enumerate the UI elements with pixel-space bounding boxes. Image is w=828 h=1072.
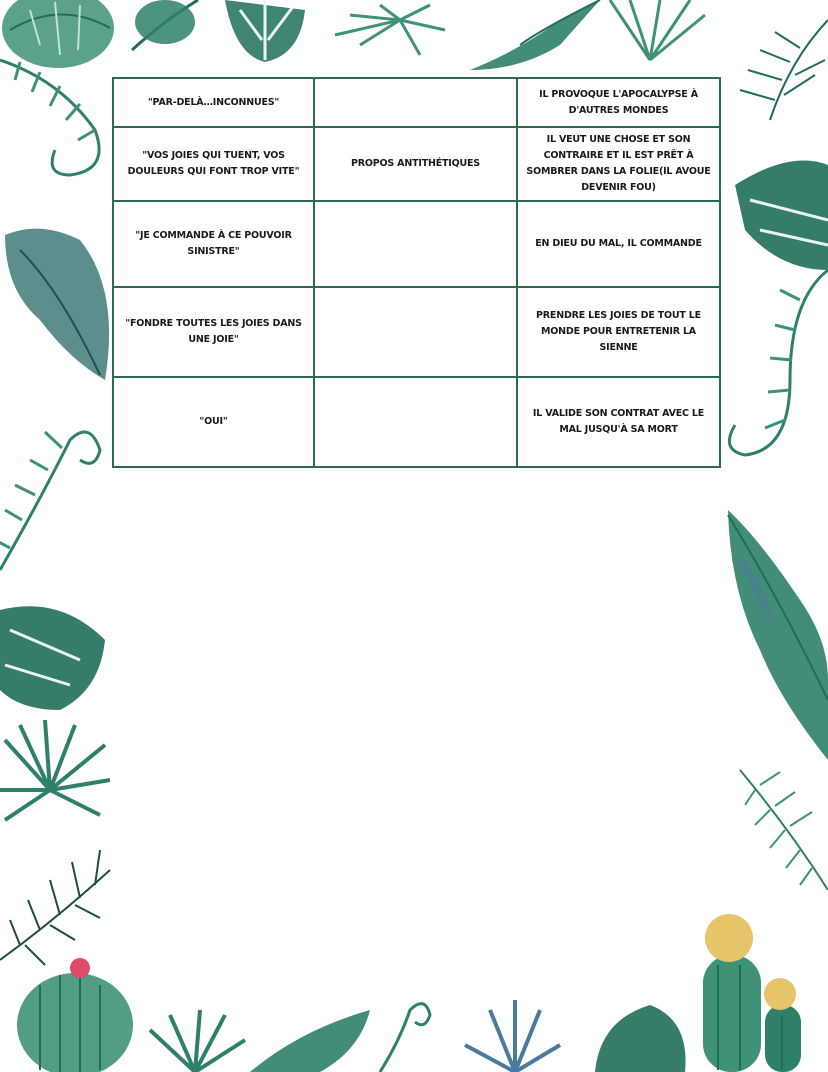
left-palm-fan-icon (0, 720, 110, 820)
table-row (113, 287, 720, 377)
interpretation-cell: IL VEUT UNE CHOSE ET SON CONTRAIRE ET IL EST PRÊT À SOMBRER DANS LA FOLIE(IL AVOUE DEVENIR FOU) (517, 127, 720, 201)
left-fern-curl-lower-icon (0, 432, 100, 570)
right-palm-frond-icon (740, 770, 828, 890)
bottom-leaf-icon (250, 1010, 370, 1072)
interpretation-cell: PRENDRE LES JOIES DE TOUT LE MONDE POUR ENTRETENIR LA SIENNE (517, 287, 720, 377)
top-right-palm-icon (610, 0, 705, 60)
bottom-left-cactus-icon (17, 958, 133, 1072)
interpretation-cell: IL PROVOQUE L'APOCALYPSE À D'AUTRES MONDES (517, 78, 720, 127)
citation-cell: "PAR-DELÀ…INCONNUES" (113, 78, 314, 127)
bottom-blue-palm-icon (465, 1000, 560, 1072)
right-curl-fern-icon (729, 270, 828, 455)
top-fern-icon (132, 0, 198, 50)
top-banana-leaf-icon (470, 0, 600, 70)
bottom-right-cactus-icon (703, 914, 801, 1072)
procede-cell (314, 377, 517, 467)
right-fern-icon (740, 20, 828, 120)
left-monstera-blue-icon (5, 229, 109, 380)
procede-cell (314, 287, 517, 377)
bottom-palm-icon (150, 1010, 245, 1072)
top-left-leaf-icon (2, 0, 114, 68)
analysis-table (112, 77, 721, 468)
top-palm-icon (335, 5, 445, 55)
procede-cell (314, 78, 517, 127)
bottom-monstera-icon (595, 1005, 686, 1072)
right-monstera-icon (735, 161, 828, 271)
table-row (113, 201, 720, 287)
citation-cell: "FONDRE TOUTES LES JOIES DANS UNE JOIE" (113, 287, 314, 377)
top-monstera-icon (225, 0, 305, 62)
bottom-left-fern-icon (0, 850, 110, 965)
left-monstera-lower-icon (0, 606, 105, 710)
table-row (113, 127, 720, 201)
citation-cell: "VOS JOIES QUI TUENT, VOS DOULEURS QUI FONT TROP VITE" (113, 127, 314, 201)
interpretation-cell: EN DIEU DU MAL, IL COMMANDE (517, 201, 720, 287)
table-row (113, 78, 720, 127)
citation-cell: "JE COMMANDE À CE POUVOIR SINISTRE" (113, 201, 314, 287)
procede-cell: PROPOS ANTITHÉTIQUES (314, 127, 517, 201)
citation-cell: "OUI" (113, 377, 314, 467)
bottom-curl-icon (380, 1004, 430, 1072)
table-row (113, 377, 720, 467)
left-curl-fern-icon (0, 60, 99, 175)
interpretation-cell: IL VALIDE SON CONTRAT AVEC LE MAL JUSQU'À SA MORT (517, 377, 720, 467)
right-banana-leaf-icon (728, 510, 828, 760)
procede-cell (314, 201, 517, 287)
